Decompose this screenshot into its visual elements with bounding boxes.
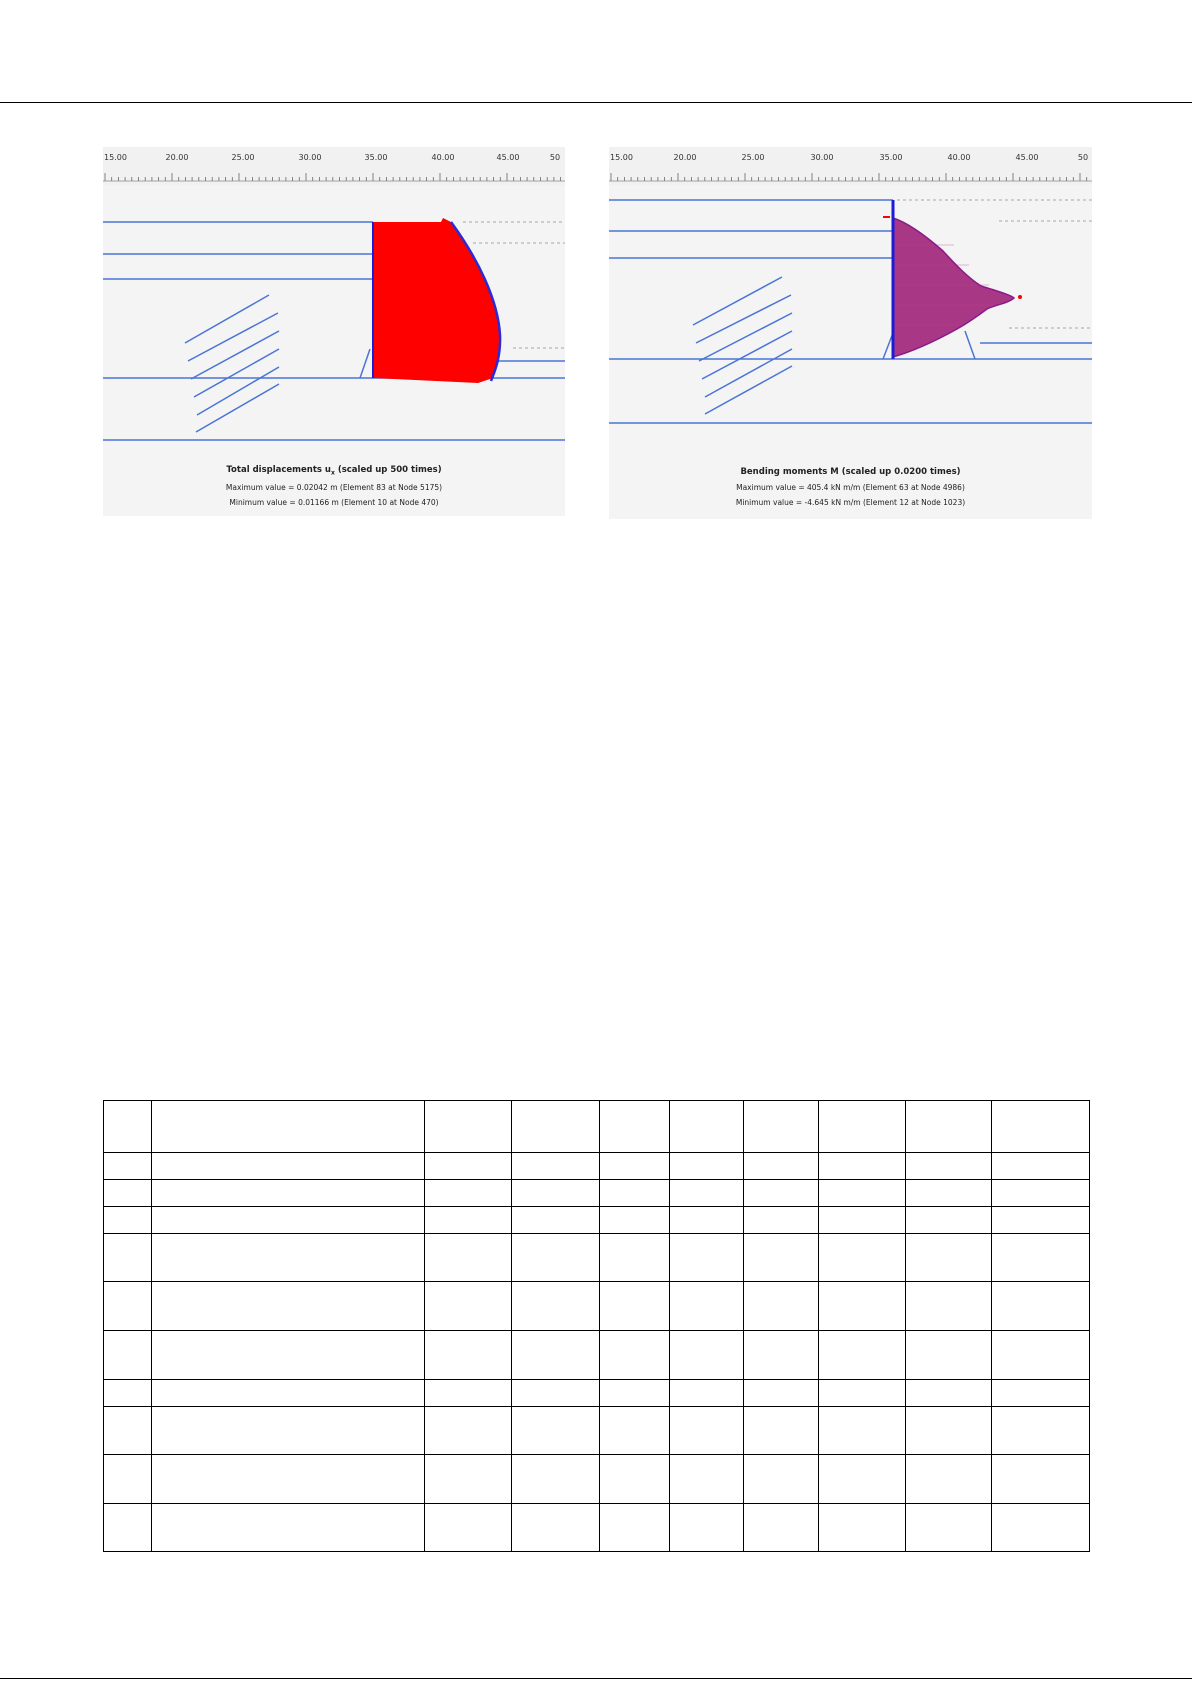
table-cell: [906, 1234, 992, 1282]
ruler-label: 25.00: [741, 153, 765, 162]
ruler-label: 35.00: [364, 153, 388, 162]
anchor-line: [188, 313, 278, 361]
caption-max: Maximum value = 0.02042 m (Element 83 at Node 5175): [225, 482, 443, 492]
table-cell: [104, 1101, 152, 1153]
ruler-label: 45.00: [1015, 153, 1039, 162]
bending-moment-figure: [609, 147, 1092, 519]
table-cell: [819, 1101, 906, 1153]
table-row: [104, 1207, 1090, 1234]
table-cell: [152, 1331, 425, 1380]
table-cell: [512, 1207, 600, 1234]
table-cell: [744, 1207, 819, 1234]
table-row: [104, 1331, 1090, 1380]
table-cell: [670, 1455, 744, 1504]
table-cell: [819, 1504, 906, 1552]
table-cell: [152, 1207, 425, 1234]
table-cell: [512, 1504, 600, 1552]
table-cell: [744, 1101, 819, 1153]
table-cell: [600, 1331, 670, 1380]
moment-area: [893, 218, 1014, 357]
table-cell: [906, 1101, 992, 1153]
table-cell: [906, 1153, 992, 1180]
table-cell: [744, 1455, 819, 1504]
table-cell: [600, 1180, 670, 1207]
table-cell: [992, 1180, 1090, 1207]
table-cell: [819, 1380, 906, 1407]
table-cell: [104, 1380, 152, 1407]
table-cell: [512, 1153, 600, 1180]
table-cell: [425, 1101, 512, 1153]
table-cell: [992, 1504, 1090, 1552]
table-cell: [600, 1153, 670, 1180]
table-cell: [906, 1455, 992, 1504]
table-cell: [104, 1234, 152, 1282]
table-cell: [819, 1234, 906, 1282]
table-cell: [600, 1504, 670, 1552]
table-cell: [744, 1504, 819, 1552]
ruler: [609, 147, 1092, 185]
ruler-label: 20.00: [673, 153, 697, 162]
table-row: [104, 1180, 1090, 1207]
table-cell: [512, 1101, 600, 1153]
table-row: [104, 1380, 1090, 1407]
table-cell: [819, 1153, 906, 1180]
table-cell: [512, 1407, 600, 1455]
table-cell: [819, 1207, 906, 1234]
ruler-label: 15.00: [104, 153, 127, 162]
ruler-label: 50: [1077, 153, 1089, 162]
table-cell: [906, 1407, 992, 1455]
caption-title: Bending moments M (scaled up 0.0200 times): [740, 467, 961, 477]
table-cell: [744, 1331, 819, 1380]
ruler-label: 20.00: [165, 153, 189, 162]
table-cell: [512, 1380, 600, 1407]
table-cell: [906, 1180, 992, 1207]
table-cell: [152, 1504, 425, 1552]
anchor-line: [185, 295, 269, 343]
ruler-label: 50: [549, 153, 561, 162]
table-cell: [152, 1282, 425, 1331]
table-cell: [104, 1331, 152, 1380]
table-cell: [152, 1153, 425, 1180]
table-row: [104, 1455, 1090, 1504]
table-cell: [819, 1455, 906, 1504]
table-cell: [512, 1282, 600, 1331]
table-cell: [670, 1331, 744, 1380]
ruler-ticks: [609, 147, 1092, 185]
caption-min: Minimum value = 0.01166 m (Element 10 at Node 470): [229, 497, 439, 507]
table-cell: [992, 1331, 1090, 1380]
table-cell: [425, 1380, 512, 1407]
bending-moment-plot: [609, 185, 1092, 485]
table-cell: [104, 1504, 152, 1552]
table-cell: [152, 1380, 425, 1407]
table-cell: [600, 1455, 670, 1504]
header-rule: [0, 102, 1192, 103]
displacement-caption: [103, 465, 565, 507]
table-cell: [670, 1180, 744, 1207]
table-row: [104, 1153, 1090, 1180]
table-cell: [992, 1153, 1090, 1180]
empty-grid-table: [103, 1100, 1090, 1552]
table-cell: [992, 1207, 1090, 1234]
anchor-line: [194, 349, 279, 397]
anchor-line: [693, 277, 782, 325]
table-cell: [512, 1234, 600, 1282]
table-cell: [425, 1282, 512, 1331]
table-cell: [906, 1504, 992, 1552]
displacement-figure: [103, 147, 565, 516]
ruler-label: 15.00: [610, 153, 633, 162]
table-cell: [152, 1455, 425, 1504]
table-cell: [670, 1380, 744, 1407]
table-cell: [152, 1180, 425, 1207]
table-cell: [104, 1407, 152, 1455]
ruler-ticks: [103, 147, 565, 185]
table-cell: [512, 1455, 600, 1504]
table-cell: [425, 1504, 512, 1552]
table-cell: [744, 1407, 819, 1455]
table-cell: [992, 1455, 1090, 1504]
table-cell: [600, 1207, 670, 1234]
table-cell: [425, 1207, 512, 1234]
table-cell: [819, 1180, 906, 1207]
anchor-line: [699, 313, 792, 361]
table-cell: [425, 1234, 512, 1282]
ruler-label: 40.00: [947, 153, 971, 162]
table-cell: [152, 1101, 425, 1153]
table-row: [104, 1234, 1090, 1282]
table-cell: [670, 1101, 744, 1153]
table-cell: [600, 1380, 670, 1407]
table-cell: [670, 1282, 744, 1331]
table-cell: [425, 1455, 512, 1504]
table-cell: [512, 1180, 600, 1207]
table-cell: [819, 1282, 906, 1331]
table-cell: [992, 1380, 1090, 1407]
anchor-line: [696, 295, 791, 343]
table-cell: [104, 1180, 152, 1207]
strut-line: [965, 331, 975, 359]
ruler-label: 30.00: [810, 153, 834, 162]
ruler-label: 30.00: [298, 153, 322, 162]
ruler: [103, 147, 565, 185]
caption-min: Minimum value = -4.645 kN m/m (Element 12 at Node 1023): [735, 498, 966, 507]
caption-title: Total displacements $u_x$ (scaled up 500 times): [226, 465, 442, 477]
table-cell: [600, 1101, 670, 1153]
max-moment-mark: [1018, 295, 1022, 299]
table-cell: [104, 1282, 152, 1331]
ruler-label: 25.00: [231, 153, 255, 162]
table-cell: [104, 1455, 152, 1504]
ruler-label: 35.00: [879, 153, 903, 162]
footer-rule: [0, 1678, 1192, 1679]
table-cell: [992, 1101, 1090, 1153]
table-cell: [992, 1282, 1090, 1331]
anchor-line: [702, 331, 792, 379]
table-cell: [600, 1234, 670, 1282]
bending-moment-caption: [609, 467, 1092, 507]
table-cell: [819, 1331, 906, 1380]
table-cell: [744, 1180, 819, 1207]
table-cell: [744, 1153, 819, 1180]
displacement-plot: [103, 185, 565, 485]
table-cell: [906, 1282, 992, 1331]
table-row: [104, 1407, 1090, 1455]
caption-max: Maximum value = 405.4 kN m/m (Element 63 at Node 4986): [736, 483, 965, 492]
table-cell: [744, 1234, 819, 1282]
table-row: [104, 1282, 1090, 1331]
table-cell: [992, 1234, 1090, 1282]
table-cell: [425, 1407, 512, 1455]
table-row: [104, 1504, 1090, 1552]
table-cell: [425, 1180, 512, 1207]
table-cell: [670, 1234, 744, 1282]
table-cell: [906, 1380, 992, 1407]
ruler-label: 40.00: [431, 153, 455, 162]
table-cell: [104, 1207, 152, 1234]
table-cell: [744, 1282, 819, 1331]
table-cell: [600, 1282, 670, 1331]
table-cell: [425, 1153, 512, 1180]
table-cell: [425, 1331, 512, 1380]
table-cell: [992, 1407, 1090, 1455]
table-cell: [600, 1407, 670, 1455]
table-cell: [152, 1407, 425, 1455]
table-cell: [670, 1153, 744, 1180]
table-cell: [906, 1207, 992, 1234]
anchor-line: [191, 331, 279, 379]
table-cell: [819, 1407, 906, 1455]
table-cell: [670, 1504, 744, 1552]
table-cell: [512, 1331, 600, 1380]
table-cell: [152, 1234, 425, 1282]
ruler-label: 45.00: [496, 153, 520, 162]
strut-line: [360, 349, 370, 378]
table-cell: [670, 1207, 744, 1234]
table-cell: [744, 1380, 819, 1407]
table-cell: [104, 1153, 152, 1180]
table-cell: [670, 1407, 744, 1455]
table-row: [104, 1101, 1090, 1153]
table-cell: [906, 1331, 992, 1380]
